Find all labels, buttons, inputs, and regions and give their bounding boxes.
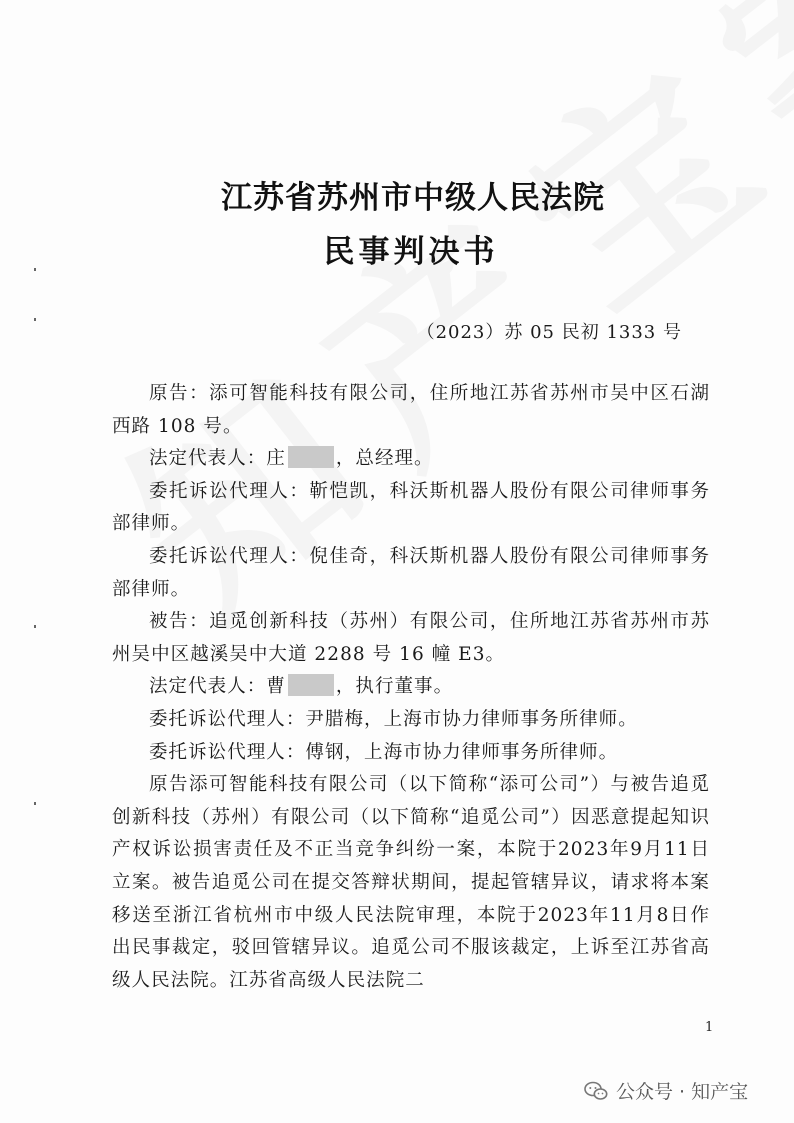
wechat-icon (584, 1081, 608, 1101)
court-title: 江苏省苏州市中级人民法院 (221, 180, 605, 216)
paragraph-plaintiff-representative: 法定代表人：庄 ，总经理。 (149, 448, 434, 470)
scan-mark (34, 318, 36, 321)
redacted-name (288, 446, 334, 468)
paragraph-plaintiff-agent-2: 委托诉讼代理人：倪佳奇，科沃斯机器人股份有限公司律师事务部律师。 (112, 545, 710, 600)
document-body (112, 378, 710, 997)
paragraph-defendant-representative: 法定代表人：曹 ，执行董事。 (149, 676, 454, 698)
case-number: （2023）苏 05 民初 1333 号 (416, 322, 682, 343)
document-type-title: 民事判决书 (323, 234, 499, 270)
paragraph-defendant-agent-2: 委托诉讼代理人：傅钢，上海市协力律师事务所律师。 (149, 741, 619, 763)
paragraph-defendant-agent-1: 委托诉讼代理人：尹腊梅，上海市协力律师事务所律师。 (149, 708, 638, 730)
wechat-footer (584, 1077, 748, 1104)
footer-text: 公众号 · 知产宝 (616, 1081, 749, 1103)
scan-mark (34, 802, 36, 805)
paragraph-case-background: 原告添可智能科技有限公司（以下简称“添可公司”）与被告追觅创新科技（苏州）有限公司（以下简称“追觅公司”）因恶意提起知识产权诉讼损害责任及不正当竞争纠纷一案，本院于2023年9月11日立案。被告追觅公司在提交答辩状期间，提起管辖异议，请求将本案移送至浙江省杭州市中级人民法院审理，本院于2023年11月8日作出民事裁定，驳回管辖异议。追觅公司不服该裁定，上诉至江苏省高级人民法院。江苏省高级人民法院二 (112, 774, 710, 991)
paragraph-plaintiff-agent-1: 委托诉讼代理人：靳恺凯，科沃斯机器人股份有限公司律师事务部律师。 (112, 480, 710, 535)
page-number: 1 (705, 1020, 714, 1035)
paragraph-plaintiff: 原告：添可智能科技有限公司，住所地江苏省苏州市吴中区石湖西路 108 号。 (112, 383, 710, 437)
redacted-name (288, 674, 334, 696)
paragraph-defendant: 被告：追觅创新科技（苏州）有限公司，住所地江苏省苏州市苏州吴中区越溪吴中大道 2288 号 16 幢 E3。 (112, 611, 710, 665)
scan-mark (34, 625, 36, 628)
